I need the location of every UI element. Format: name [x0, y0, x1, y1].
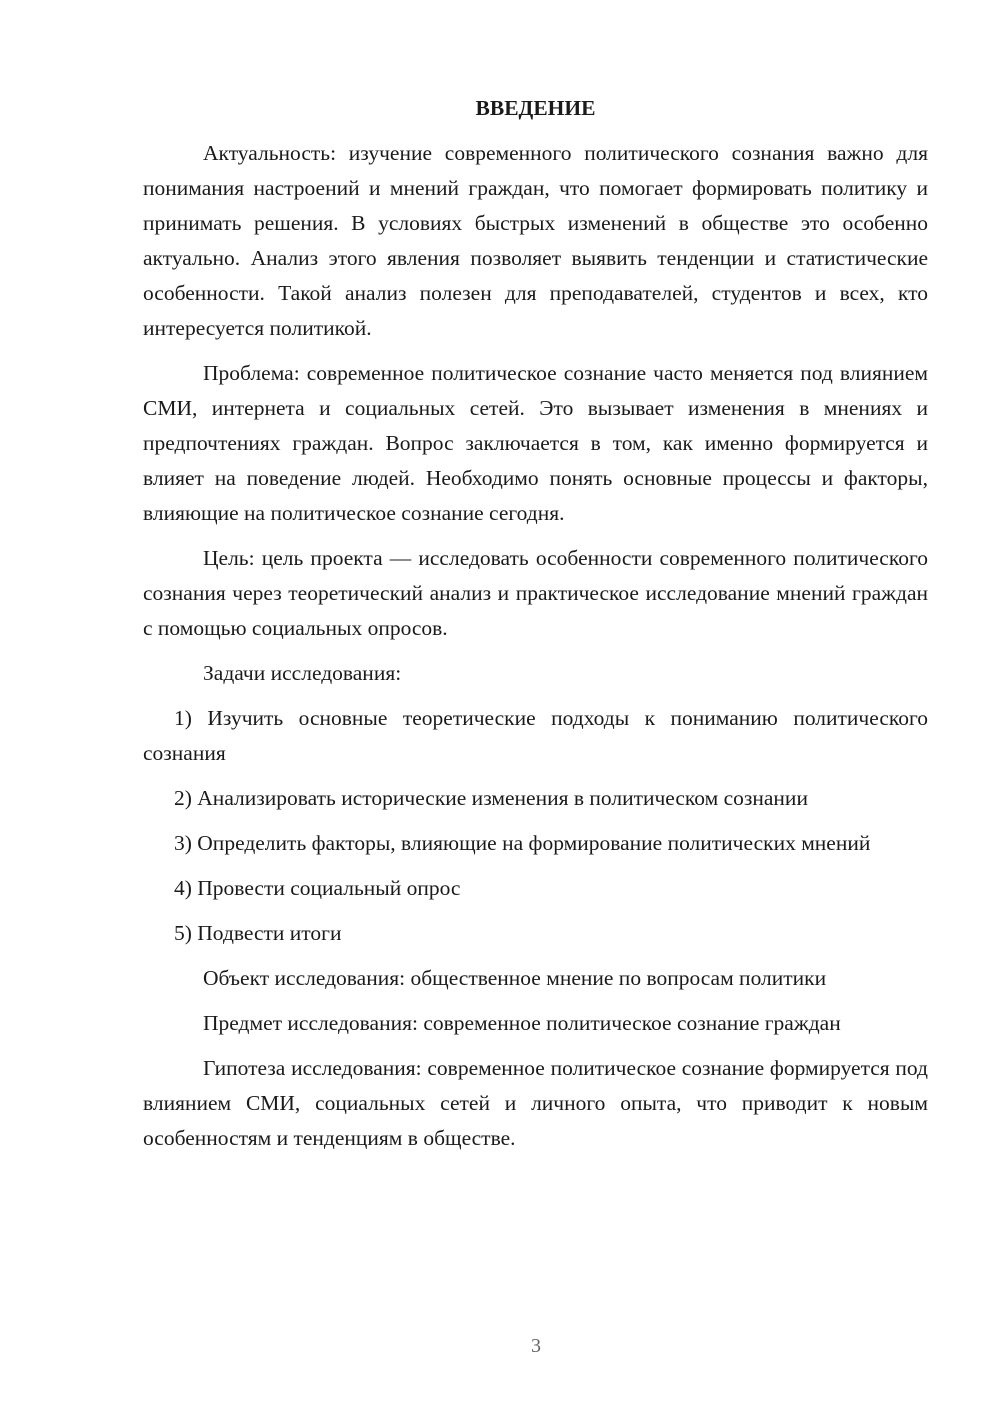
section-title: ВВЕДЕНИЕ: [475, 96, 596, 120]
page-content: [143, 91, 928, 1166]
object-paragraph: Объект исследования: общественное мнение по вопросам политики: [203, 966, 827, 990]
hypothesis-paragraph: Гипотеза исследования: современное политическое сознание формируется под влиянием СМИ, социальных сетей и личного опыта, что приводит к новым особенностям и тенденциям в обществе.: [143, 1056, 928, 1150]
problem-paragraph: Проблема: современное политическое сознание часто меняется под влиянием СМИ, интернета и социальных сетей. Это вызывает изменения в мнениях и предпочтениях граждан. Вопрос заключается в том, как именно формируется и влияет на поведение людей. Необходимо понять основные процессы и факторы, влияющие на политическое сознание сегодня.: [143, 361, 928, 525]
task-item-2: 2) Анализировать исторические изменения в политическом сознании: [174, 786, 808, 810]
task-item-1: 1) Изучить основные теоретические подходы к пониманию политического сознания: [143, 706, 928, 765]
task-item-5: 5) Подвести итоги: [174, 921, 342, 945]
tasks-heading: Задачи исследования:: [203, 661, 402, 685]
page-number: 3: [531, 1335, 541, 1357]
goal-paragraph: Цель: цель проекта — исследовать особенности современного политического сознания через теоретический анализ и практическое исследование мнений граждан с помощью социальных опросов.: [143, 546, 928, 640]
task-item-3: 3) Определить факторы, влияющие на формирование политических мнений: [174, 831, 871, 855]
task-item-4: 4) Провести социальный опрос: [174, 876, 461, 900]
subject-paragraph: Предмет исследования: современное политическое сознание граждан: [203, 1011, 841, 1035]
relevance-paragraph: Актуальность: изучение современного политического сознания важно для понимания настроений и мнений граждан, что помогает формировать политику и принимать решения. В условиях быстрых изменений в обществе это особенно актуально. Анализ этого явления позволяет выявить тенденции и статистические особенности. Такой анализ полезен для преподавателей, студентов и всех, кто интересуется политикой.: [143, 141, 928, 340]
